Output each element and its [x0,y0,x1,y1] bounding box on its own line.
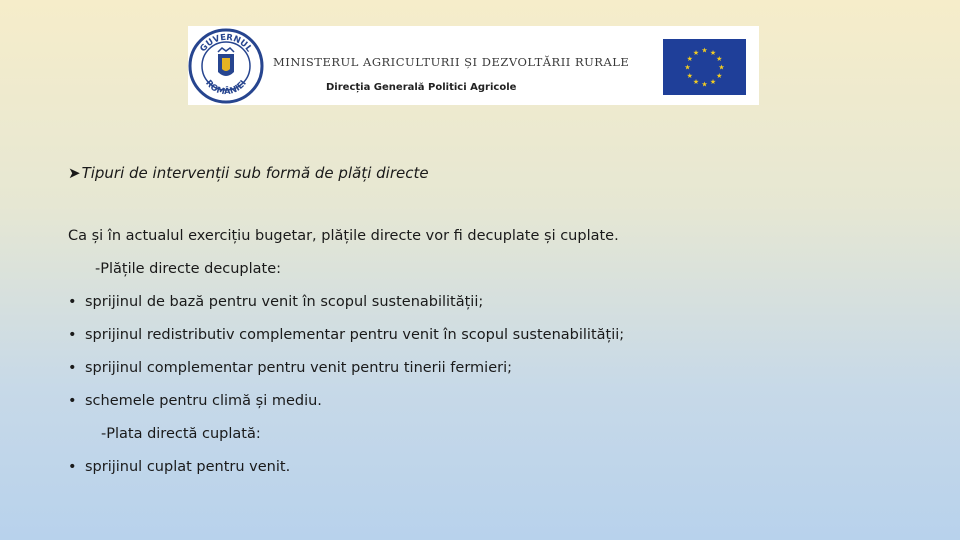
crest-bottom-text: ROMÂNIEI [203,78,249,98]
intro-paragraph: Ca și în actualul exercițiu bugetar, plățile directe vor fi decuplate și cuplate. [68,228,619,244]
bullet-dot: • [68,360,77,376]
list-item [68,360,512,376]
eu-star-icon: ★ [684,63,691,72]
eu-star-icon: ★ [709,78,717,87]
arrow-bullet-icon: ➤ [68,164,81,182]
eu-star-icon: ★ [716,72,723,80]
list-item [68,393,322,409]
header-banner [188,26,759,105]
eu-star-icon: ★ [701,80,708,89]
bullet-dot: • [68,294,77,310]
coupled-label: -Plata directă cuplată: [101,426,261,442]
crest-top-text: GUVERNUL [198,32,254,55]
list-item-text: sprijinul redistributiv complementar pentru venit în scopul sustenabilității; [85,327,625,343]
list-item-text: sprijinul de bază pentru venit în scopul sustenabilității; [85,294,484,310]
eu-star-icon: ★ [686,55,693,63]
list-item-text: schemele pentru climă și mediu. [85,393,322,409]
list-item [68,459,290,475]
section-heading [68,164,429,182]
bullet-dot: • [68,327,77,343]
eu-flag-icon [663,39,746,95]
eu-star-icon: ★ [692,48,700,57]
bullet-dot: • [68,393,77,409]
ministry-name: MINISTERUL AGRICULTURII ȘI DEZVOLTĂRII RURALE [273,55,630,69]
decoupled-label: -Plățile directe decuplate: [95,261,282,277]
eu-star-icon: ★ [692,78,700,87]
list-item-text: sprijinul cuplat pentru venit. [85,459,291,475]
eu-star-icon: ★ [718,63,725,72]
list-item [68,327,624,343]
eu-star-icon: ★ [716,55,723,63]
heading-text: Tipuri de intervenții sub formă de plăți directe [81,164,429,182]
eu-star-icon: ★ [701,46,708,55]
bullet-dot: • [68,459,77,475]
list-item [68,294,483,310]
eu-star-icon: ★ [686,72,693,80]
eu-star-icon: ★ [709,48,717,57]
directorate-name: Direcția Generală Politici Agricole [326,82,517,93]
romanian-government-crest-icon [188,28,264,104]
list-item-text: sprijinul complementar pentru venit pentru tinerii fermieri; [85,360,512,376]
